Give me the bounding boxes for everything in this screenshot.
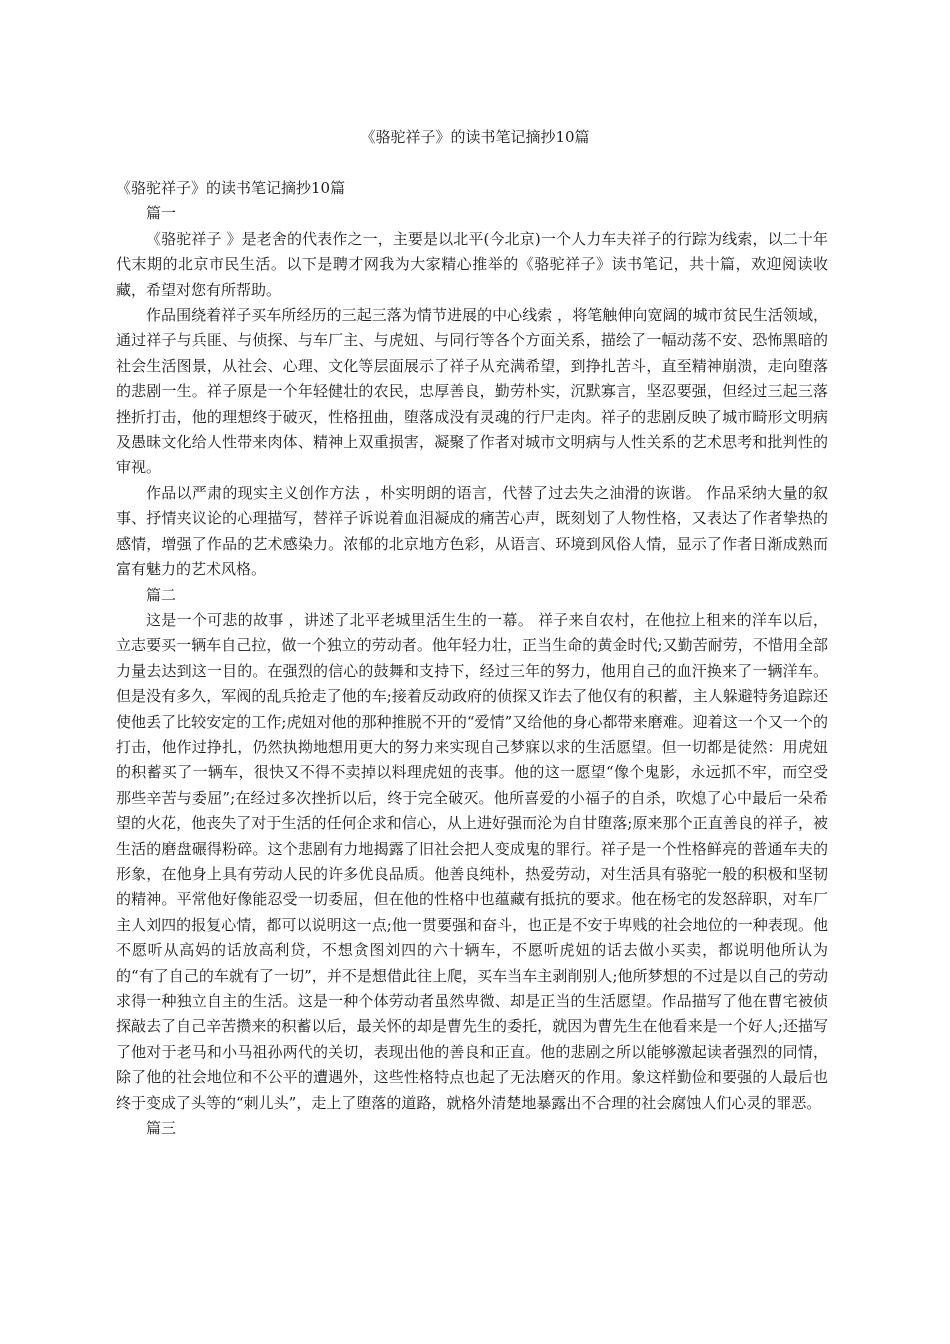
section-2-paragraph-1: 这是一个可悲的故事 ，讲述了北平老城里活生生的一幕。 祥子来自农村，在他拉上租来的洋车以后，立志要买一辆车自己拉，做一个独立的劳动者。他年轻力壮，正当生命的黄金时代;又勤苦耐劳，不惜用全部力量去达到这一目的。在强烈的信心的鼓舞和支持下，经过三年的努力，他用自己的血汗换来了一辆洋车。但是没有多久，军阀的乱兵抢走了他的车;接着反动政府的侦探又诈去了他仅有的积蓄，主人躲避特务追踪还使他丢了比较安定的工作;虎妞对他的那种推脱不开的“爱情”又给他的身心都带来磨难。迎着这一个又一个的打击，他作过挣扎，仍然执拗地想用更大的努力来实现自己梦寐以求的生活愿望。但一切都是徒然：用虎妞的积蓄买了一辆车，很快又不得不卖掉以料理虎妞的丧事。他的这一愿望“像个鬼影，永远抓不牢，而空受那些辛苦与委屈”;在经过多次挫折以后，终于完全破灭。他所喜爱的小福子的自杀，吹熄了心中最后一朵希望的火花，他丧失了对于生活的任何企求和信心，从上进好强而沦为自甘堕落;原来那个正直善良的祥子，被生活的磨盘碾得粉碎。这个悲剧有力地揭露了旧社会把人变成鬼的罪行。祥子是一个性格鲜亮的普通车夫的形象，在他身上具有劳动人民的许多优良品质。他善良纯朴，热爱劳动，对生活具有骆驼一般的积极和坚韧的精神。平常他好像能忍受一切委屈，但在他的性格中也蕴藏有抵抗的要求。他在杨宅的发怒辞职，对车厂主人刘四的报复心情，都可以说明这一点;他一贯要强和奋斗，也正是不安于卑贱的社会地位的一种表现。他不愿听从高妈的话放高利贷，不想贪图刘四的六十辆车，不愿听虎妞的话去做小买卖，都说明他所认为的“有了自己的车就有了一切”，并不是想借此往上爬，买车当车主剥削别人;他所梦想的不过是以自己的劳动求得一种独立自主的生活。这是一种个体劳动者虽然卑微、却是正当的生活愿望。作品描写了他在曹宅被侦探敲去了自己辛苦攒来的积蓄以后，最关怀的却是曹先生的委托，就因为曹先生在他看来是一个好人;还描写了他对于老马和小马祖孙两代的关切，表现出他的善良和正直。他的悲剧之所以能够激起读者强烈的同情，除了他的社会地位和不公平的遭遇外，这些性格特点也起了无法磨灭的作用。象这样勤俭和要强的人最后也终于变成了头等的“刺儿头”，走上了堕落的道路，就格外清楚地暴露出不合理的社会腐蚀人们心灵的罪恶。	[116, 610, 828, 1112]
document-title: 《骆驼祥子》的读书笔记摘抄10篇	[360, 128, 590, 146]
section-heading-1: 篇一	[146, 204, 177, 223]
document-subtitle: 《骆驼祥子》的读书笔记摘抄10篇	[116, 179, 346, 197]
section-1-paragraph-1: 《骆驼祥子 》是老舍的代表作之一，主要是以北平(今北京)一个人力车夫祥子的行踪为线索，以二十年代末期的北京市民生活。以下是聘才网我为大家精心推举的《骆驼祥子》读书笔记，共十篇，欢迎阅读收藏，希望对您有所帮助。	[116, 229, 828, 299]
section-1-paragraph-2: 作品围绕着祥子买车所经历的三起三落为情节进展的中心线索 ，将笔触伸向宽阔的城市贫民生活领域，通过祥子与兵匪、与侦探、与车厂主、与虎妞、与同行等各个方面关系，描绘了一幅动荡不安、恐怖黑暗的社会生活图景，从社会、心理、文化等层面展示了祥子从充满希望，到挣扎苦斗，直至精神崩溃，走向堕落的悲剧一生。祥子原是一个年轻健壮的农民，忠厚善良，勤劳朴实，沉默寡言，坚忍要强，但经过三起三落挫折打击，他的理想终于破灭，性格扭曲，堕落成没有灵魂的行尸走肉。祥子的悲剧反映了城市畸形文明病及愚昧文化给人性带来肉体、精神上双重损害，凝聚了作者对城市文明病与人性关系的艺术思考和批判性的审视。	[116, 306, 828, 477]
section-heading-3: 篇三	[146, 1119, 177, 1138]
document-body	[116, 176, 828, 1141]
section-1-paragraph-3: 作品以严肃的现实主义创作方法 ，朴实明朗的语言，代替了过去失之油滑的诙谐。 作品采纳大量的叙事、抒情夹议论的心理描写，替祥子诉说着血泪凝成的痛苦心声，既刻划了人物性格，又表达了作者挚热的感情，增强了作品的艺术感染力。浓郁的北京地方色彩，从语言、环境到风俗人情，显示了作者日渐成熟而富有魅力的艺术风格。	[116, 483, 828, 579]
section-heading-2: 篇二	[146, 585, 177, 604]
